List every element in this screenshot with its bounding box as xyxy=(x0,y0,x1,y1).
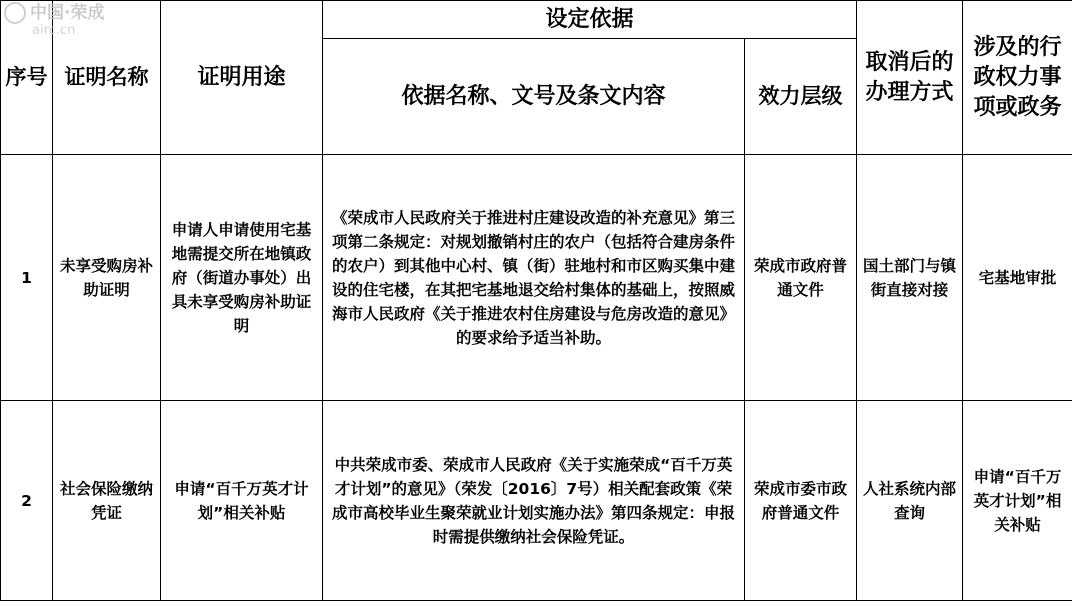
header-basis-group: 设定依据 xyxy=(323,1,857,39)
row-name: 社会保险缴纳凭证 xyxy=(53,401,161,601)
row-no: 2 xyxy=(1,401,53,601)
logo-icon xyxy=(4,2,26,24)
row-purpose: 申请“百千万英才计划”相关补贴 xyxy=(161,401,323,601)
header-name: 证明名称 xyxy=(53,1,161,155)
table-row xyxy=(1,401,1072,601)
row-purpose: 申请人申请使用宅基地需提交所在地镇政府（街道办事处）出具未享受购房补助证明 xyxy=(161,155,323,401)
row-after-cancel: 国土部门与镇街直接对接 xyxy=(857,155,963,401)
header-row-1 xyxy=(1,1,1072,39)
row-matter: 宅基地审批 xyxy=(963,155,1072,401)
header-no: 序号 xyxy=(1,1,53,155)
row-basis: 《荣成市人民政府关于推进村庄建设改造的补充意见》第三项第二条规定：对规划撤销村庄的农户（包括符合建房条件的农户）到其他中心村、镇（街）驻地村和市区购买集中建设的住宅楼，在其把宅基地退交给村集体的基础上，按照威海市人民政府《关于推进农村住房建设与危房改造的意见》的要求给予适当补助。 xyxy=(323,155,745,401)
table-row xyxy=(1,155,1072,401)
row-no: 1 xyxy=(1,155,53,401)
watermark-line1: 中国·荣成 xyxy=(30,3,105,23)
watermark-logo xyxy=(4,2,104,41)
row-matter: 申请“百千万英才计划”相关补贴 xyxy=(963,401,1072,601)
row-level: 荣成市政府普通文件 xyxy=(745,155,857,401)
header-after-cancel: 取消后的办理方式 xyxy=(857,1,963,155)
header-purpose: 证明用途 xyxy=(161,1,323,155)
row-level: 荣成市委市政府普通文件 xyxy=(745,401,857,601)
row-basis: 中共荣成市委、荣成市人民政府《关于实施荣成“百千万英才计划”的意见》（荣发〔2016〕7号）相关配套政策《荣成市高校毕业生聚荣就业计划实施办法》第四条规定：申报时需提供缴纳社会保险凭证。 xyxy=(323,401,745,601)
row-name: 未享受购房补助证明 xyxy=(53,155,161,401)
header-basis-content: 依据名称、文号及条文内容 xyxy=(323,39,745,155)
watermark-line2: airc.cn xyxy=(32,23,76,38)
row-after-cancel: 人社系统内部查询 xyxy=(857,401,963,601)
header-matter: 涉及的行政权力事项或政务 xyxy=(963,1,1072,155)
header-basis-level: 效力层级 xyxy=(745,39,857,155)
